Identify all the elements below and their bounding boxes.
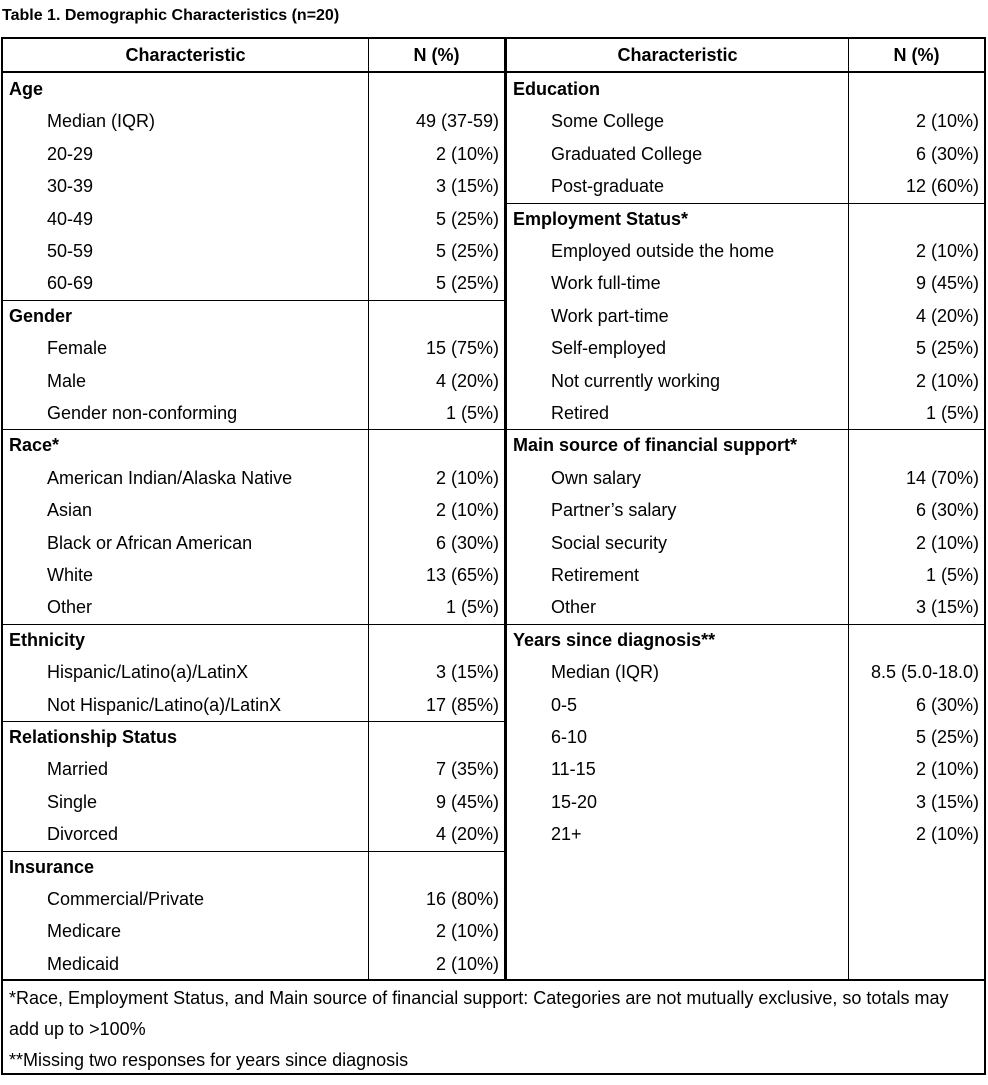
row-label: Post-graduate <box>551 176 665 196</box>
table-row <box>507 818 984 850</box>
row-label: Not Hispanic/Latino(a)/LatinX <box>47 695 282 715</box>
row-value: 4 (20%) <box>915 306 979 326</box>
row-label: Work part-time <box>551 306 669 326</box>
table-row <box>507 462 984 494</box>
right-header-row <box>507 39 984 73</box>
right-table-half <box>505 37 986 981</box>
row-label: Own salary <box>551 468 642 488</box>
category-row <box>3 624 504 656</box>
table-row <box>507 300 984 332</box>
row-value: 2 (10%) <box>915 241 979 261</box>
table-row <box>3 105 504 137</box>
table-row <box>507 397 984 429</box>
table-row <box>3 235 504 267</box>
row-label: Social security <box>551 533 668 553</box>
table-row <box>507 494 984 526</box>
row-value: 1 (5%) <box>925 565 979 585</box>
row-value: 2 (10%) <box>435 921 499 941</box>
row-label: American Indian/Alaska Native <box>47 468 293 488</box>
table-row <box>3 689 504 721</box>
row-label: Median (IQR) <box>551 662 660 682</box>
table-row <box>507 689 984 721</box>
category-row <box>507 429 984 461</box>
table-row <box>507 721 984 753</box>
table-row <box>3 915 504 947</box>
table-row <box>507 786 984 818</box>
row-label: 6-10 <box>551 727 588 747</box>
left-n-header: N (%) <box>413 45 460 65</box>
row-value: 5 (25%) <box>915 727 979 747</box>
table-row <box>3 397 504 429</box>
table-row <box>507 235 984 267</box>
row-label: Partner’s salary <box>551 500 677 520</box>
category-label: Insurance <box>9 857 95 877</box>
row-value: 2 (10%) <box>435 500 499 520</box>
table-row <box>507 591 984 623</box>
table-row <box>3 527 504 559</box>
row-label: Asian <box>47 500 93 520</box>
table-row <box>507 753 984 785</box>
category-label: Age <box>9 79 44 99</box>
table-row <box>507 267 984 299</box>
category-row <box>3 429 504 461</box>
row-value: 2 (10%) <box>915 533 979 553</box>
table-row <box>3 203 504 235</box>
row-label: Work full-time <box>551 273 661 293</box>
row-label: 30-39 <box>47 176 94 196</box>
row-label: Hispanic/Latino(a)/LatinX <box>47 662 249 682</box>
table-row <box>507 656 984 688</box>
table-row <box>507 365 984 397</box>
row-label: 60-69 <box>47 273 94 293</box>
table-row <box>3 170 504 202</box>
row-label: Black or African American <box>47 533 253 553</box>
row-value: 1 (5%) <box>445 403 499 423</box>
table-row <box>507 170 984 202</box>
category-label: Gender <box>9 306 73 326</box>
row-value: 4 (20%) <box>435 824 499 844</box>
row-value: 8.5 (5.0-18.0) <box>870 662 979 682</box>
row-value: 16 (80%) <box>425 889 499 909</box>
row-value: 1 (5%) <box>445 597 499 617</box>
row-value: 4 (20%) <box>435 371 499 391</box>
table-row <box>3 786 504 818</box>
category-row <box>3 721 504 753</box>
table-footnotes <box>1 979 986 1075</box>
row-value: 5 (25%) <box>435 241 499 261</box>
row-value: 5 (25%) <box>435 209 499 229</box>
row-label: 20-29 <box>47 144 94 164</box>
row-value: 3 (15%) <box>435 662 499 682</box>
row-value: 2 (10%) <box>915 824 979 844</box>
row-label: White <box>47 565 94 585</box>
row-value: 2 (10%) <box>915 759 979 779</box>
table-row <box>3 948 504 980</box>
row-value: 3 (15%) <box>915 792 979 812</box>
row-value: 3 (15%) <box>435 176 499 196</box>
demographics-table <box>1 37 986 1075</box>
row-label: 11-15 <box>551 759 596 779</box>
row-value: 6 (30%) <box>915 500 979 520</box>
category-label: Education <box>513 79 601 99</box>
table-row <box>3 462 504 494</box>
category-row <box>507 73 984 105</box>
row-label: Other <box>551 597 597 617</box>
category-label: Years since diagnosis** <box>513 630 716 650</box>
row-label: Retired <box>551 403 610 423</box>
row-value: 2 (10%) <box>435 468 499 488</box>
row-label: Employed outside the home <box>551 241 775 261</box>
table-row <box>3 365 504 397</box>
category-label: Employment Status* <box>513 209 689 229</box>
row-value: 5 (25%) <box>435 273 499 293</box>
right-characteristic-header: Characteristic <box>617 45 738 65</box>
row-label: 40-49 <box>47 209 94 229</box>
row-value: 3 (15%) <box>915 597 979 617</box>
row-value: 1 (5%) <box>925 403 979 423</box>
table-row <box>3 591 504 623</box>
category-row <box>3 73 504 105</box>
row-value: 17 (85%) <box>425 695 499 715</box>
category-label: Main source of financial support* <box>513 435 798 455</box>
table-row <box>3 267 504 299</box>
row-value: 13 (65%) <box>425 565 499 585</box>
row-label: Commercial/Private <box>47 889 205 909</box>
row-label: Female <box>47 338 108 358</box>
row-label: 0-5 <box>551 695 578 715</box>
table-row <box>3 656 504 688</box>
right-n-header: N (%) <box>893 45 940 65</box>
row-value: 14 (70%) <box>905 468 979 488</box>
row-label: 21+ <box>551 824 582 844</box>
row-value: 12 (60%) <box>905 176 979 196</box>
row-value: 5 (25%) <box>915 338 979 358</box>
row-label: Graduated College <box>551 144 703 164</box>
row-label: Not currently working <box>551 371 721 391</box>
row-label: Self-employed <box>551 338 667 358</box>
row-label: Single <box>47 792 98 812</box>
left-characteristic-header: Characteristic <box>125 45 246 65</box>
category-row <box>3 300 504 332</box>
row-value: 9 (45%) <box>915 273 979 293</box>
table-row <box>507 559 984 591</box>
table-row <box>507 105 984 137</box>
row-value: 6 (30%) <box>915 144 979 164</box>
row-label: 50-59 <box>47 241 94 261</box>
row-label: Retirement <box>551 565 640 585</box>
category-row <box>507 203 984 235</box>
row-value: 2 (10%) <box>915 111 979 131</box>
row-label: Other <box>47 597 93 617</box>
row-label: Medicare <box>47 921 122 941</box>
row-label: Some College <box>551 111 665 131</box>
row-value: 49 (37-59) <box>415 111 499 131</box>
row-value: 2 (10%) <box>915 371 979 391</box>
table-row <box>3 753 504 785</box>
row-value: 6 (30%) <box>435 533 499 553</box>
row-value: 15 (75%) <box>425 338 499 358</box>
table-caption: Table 1. Demographic Characteristics (n=20) <box>2 7 340 24</box>
row-label: Median (IQR) <box>47 111 156 131</box>
row-label: Medicaid <box>47 954 120 974</box>
category-label: Ethnicity <box>9 630 86 650</box>
row-label: Divorced <box>47 824 119 844</box>
left-header-row <box>3 39 504 73</box>
footnote: *Race, Employment Status, and Main source of financial support: Categories are not mutually exclusive, so totals may add up to >100% <box>9 988 949 1039</box>
category-row <box>507 624 984 656</box>
row-value: 6 (30%) <box>915 695 979 715</box>
table-row <box>3 494 504 526</box>
row-label: Married <box>47 759 109 779</box>
footnote: **Missing two responses for years since diagnosis <box>9 1050 409 1070</box>
table-row <box>507 138 984 170</box>
table-row <box>507 527 984 559</box>
table-row <box>507 332 984 364</box>
table-row <box>3 883 504 915</box>
table-row <box>3 138 504 170</box>
row-value: 7 (35%) <box>435 759 499 779</box>
table-row <box>3 818 504 850</box>
row-value: 9 (45%) <box>435 792 499 812</box>
row-label: Male <box>47 371 87 391</box>
row-value: 2 (10%) <box>435 954 499 974</box>
table-row <box>3 332 504 364</box>
category-row <box>3 851 504 883</box>
row-label: 15-20 <box>551 792 598 812</box>
row-value: 2 (10%) <box>435 144 499 164</box>
category-label: Relationship Status <box>9 727 178 747</box>
row-label: Gender non-conforming <box>47 403 238 423</box>
category-label: Race* <box>9 435 60 455</box>
table-row <box>3 559 504 591</box>
left-table-half <box>1 37 506 981</box>
